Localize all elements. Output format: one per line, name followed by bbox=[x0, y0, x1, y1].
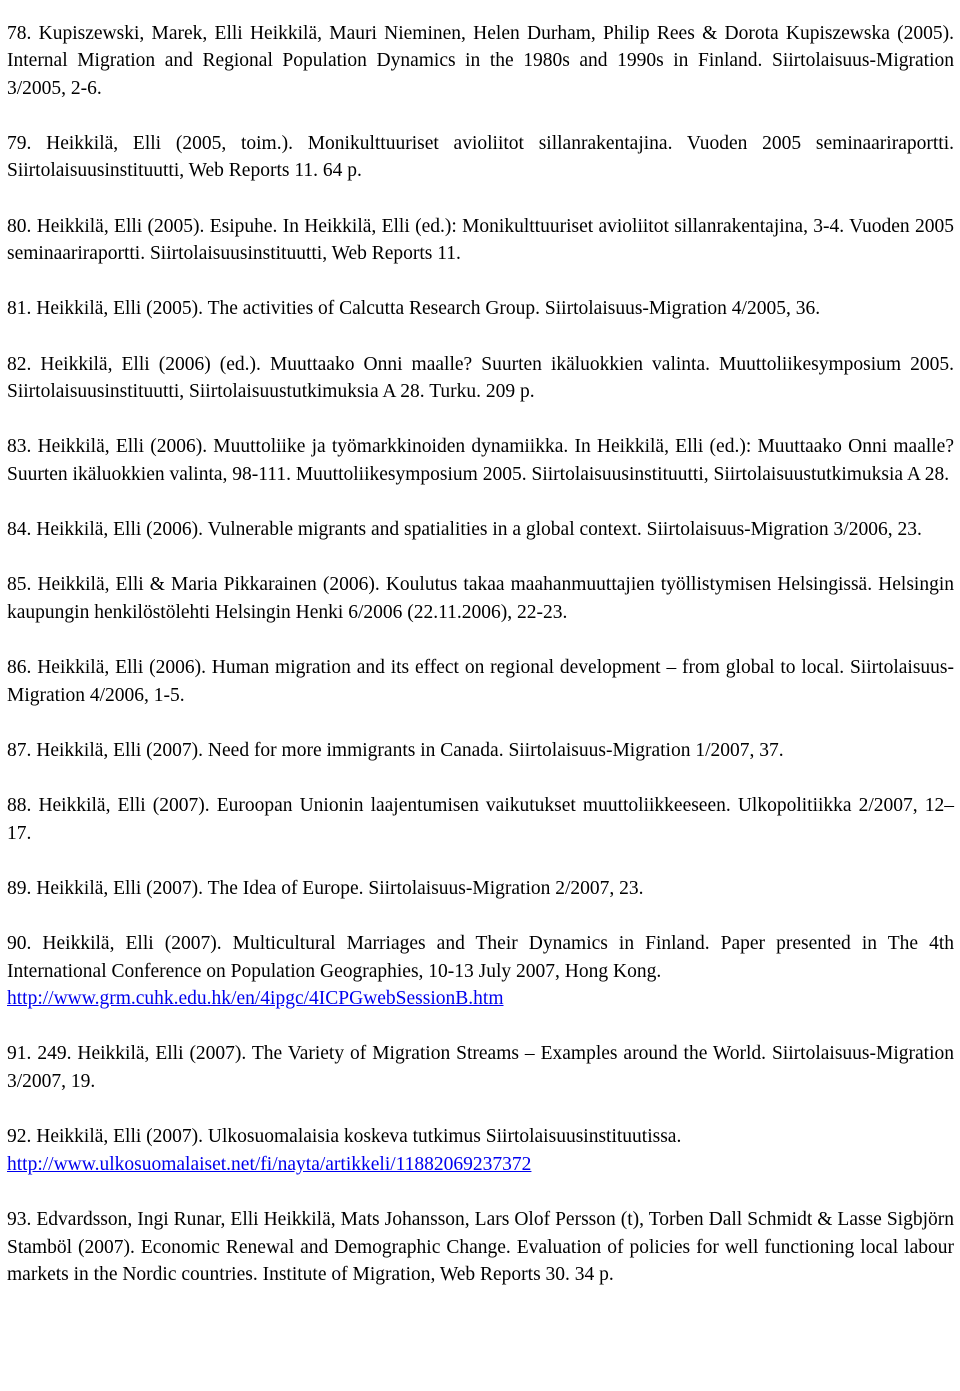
reference-90 bbox=[7, 930, 954, 1013]
reference-92 bbox=[7, 1123, 954, 1178]
reference-text: 88. Heikkilä, Elli (2007). Euroopan Unionin laajentumisen vaikutukset muuttoliikkeeseen. Ulkopolitiikka 2/2007, 12–17. bbox=[7, 795, 954, 844]
reference-text: 78. Kupiszewski, Marek, Elli Heikkilä, Mauri Nieminen, Helen Durham, Philip Rees & Dorota Kupiszewska (2005). Internal Migration and Regional Population Dynamics in the 1980s and 1990s in Finland. Siirtolaisuus-Migration 3/2005, 2-6. bbox=[7, 22, 954, 99]
reference-text: 87. Heikkilä, Elli (2007). Need for more immigrants in Canada. Siirtolaisuus-Migration 1/2007, 37. bbox=[7, 739, 784, 761]
reference-80 bbox=[7, 213, 954, 268]
reference-text: 89. Heikkilä, Elli (2007). The Idea of Europe. Siirtolaisuus-Migration 2/2007, 23. bbox=[7, 877, 644, 899]
reference-text: 90. Heikkilä, Elli (2007). Multicultural Marriages and Their Dynamics in Finland. Paper presented in The 4th International Conference on Population Geographies, 10-13 July 2007, Hong Kong. bbox=[7, 933, 954, 982]
reference-81 bbox=[7, 295, 954, 323]
reference-text: 83. Heikkilä, Elli (2006). Muuttoliike ja työmarkkinoiden dynamiikka. In Heikkilä, Elli (ed.): Muuttaako Onni maalle? Suurten ikäluokkien valinta, 98-111. Muuttoliikesymposium 2005. Siirtolaisuusinstituutti, Siirtolaisuustutkimuksia A 28. bbox=[7, 436, 954, 485]
reference-83 bbox=[7, 433, 954, 488]
reference-89 bbox=[7, 875, 954, 903]
reference-text: 93. Edvardsson, Ingi Runar, Elli Heikkilä, Mats Johansson, Lars Olof Persson (t), Torben Dall Schmidt & Lasse Sigbjörn Stamböl (2007). Economic Renewal and Demographic Change. Evaluation of policies for well functioning local labour markets in the Nordic countries. Institute of Migration, Web Reports 30. 34 p. bbox=[7, 1209, 954, 1286]
reference-text: 86. Heikkilä, Elli (2006). Human migration and its effect on regional development – from global to local. Siirtolaisuus-Migration 4/2006, 1-5. bbox=[7, 657, 954, 706]
reference-text: 80. Heikkilä, Elli (2005). Esipuhe. In Heikkilä, Elli (ed.): Monikulttuuriset avioliitot sillanrakentajina, 3-4. Vuoden 2005 seminaariraportti. Siirtolaisuusinstituutti, Web Reports 11. bbox=[7, 215, 954, 265]
reference-78 bbox=[7, 20, 954, 103]
reference-text: 81. Heikkilä, Elli (2005). The activities of Calcutta Research Group. Siirtolaisuus-Migration 4/2005, 36. bbox=[7, 298, 821, 320]
reference-88 bbox=[7, 792, 954, 847]
reference-93 bbox=[7, 1206, 954, 1289]
reference-text: 92. Heikkilä, Elli (2007). Ulkosuomalaisia koskeva tutkimus Siirtolaisuusinstituutissa. bbox=[7, 1126, 682, 1148]
reference-86 bbox=[7, 654, 954, 709]
reference-85 bbox=[7, 571, 954, 626]
reference-text: 82. Heikkilä, Elli (2006) (ed.). Muuttaako Onni maalle? Suurten ikäluokkien valinta. Muuttoliikesymposium 2005. Siirtolaisuusinstituutti, Siirtolaisuustutkimuksia A 28. Turku. 209 p. bbox=[7, 353, 954, 403]
reference-text: 84. Heikkilä, Elli (2006). Vulnerable migrants and spatialities in a global context. Siirtolaisuus-Migration 3/2006, 23. bbox=[7, 519, 922, 541]
reference-82 bbox=[7, 351, 954, 406]
reference-91 bbox=[7, 1040, 954, 1095]
reference-text: 79. Heikkilä, Elli (2005, toim.). Monikulttuuriset avioliitot sillanrakentajina. Vuoden 2005 seminaariraportti. Siirtolaisuusinstituutti, Web Reports 11. 64 p. bbox=[7, 132, 954, 182]
reference-84 bbox=[7, 516, 954, 544]
reference-link[interactable]: http://www.ulkosuomalaiset.net/fi/nayta/artikkeli/11882069237372 bbox=[7, 1153, 532, 1175]
reference-87 bbox=[7, 737, 954, 765]
reference-link[interactable]: http://www.grm.cuhk.edu.hk/en/4ipgc/4ICPGwebSessionB.htm bbox=[7, 988, 504, 1010]
reference-79 bbox=[7, 130, 954, 185]
reference-text: 85. Heikkilä, Elli & Maria Pikkarainen (2006). Koulutus takaa maahanmuuttajien työllistymisen Helsingissä. Helsingin kaupungin henkilöstölehti Helsingin Henki 6/2006 (22.11.2006), 22-23. bbox=[7, 574, 954, 623]
reference-list bbox=[0, 20, 960, 1391]
reference-text: 91. 249. Heikkilä, Elli (2007). The Variety of Migration Streams – Examples around the World. Siirtolaisuus-Migration 3/2007, 19. bbox=[7, 1043, 954, 1093]
